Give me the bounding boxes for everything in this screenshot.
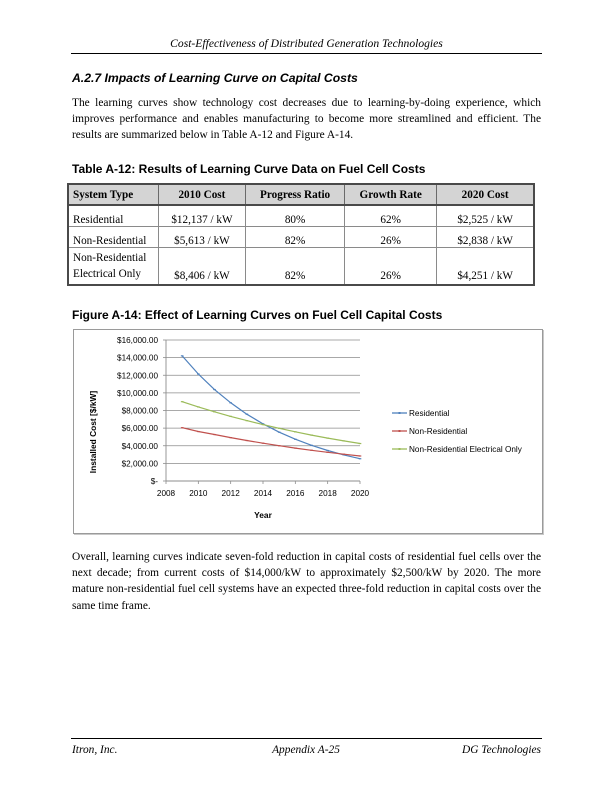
cell-2010-cost: $8,406 / kW <box>158 248 245 286</box>
chart-axes <box>166 340 360 484</box>
footer-rule <box>71 738 542 739</box>
x-tick-label: 2014 <box>253 489 273 498</box>
section-heading: A.2.7 Impacts of Learning Curve on Capital Costs <box>72 71 358 85</box>
series-non-residential-electrical-only <box>181 402 361 444</box>
y-tick-label: $16,000.00 <box>117 336 158 345</box>
x-tick-label: 2012 <box>221 489 240 498</box>
y-tick-label: $12,000.00 <box>117 371 158 381</box>
cell-progress-ratio: 82% <box>246 227 345 248</box>
x-axis-title: Year <box>254 510 272 520</box>
header-2020-cost: 2020 Cost <box>437 184 534 205</box>
table-row <box>68 205 534 227</box>
header-growth-rate: Growth Rate <box>345 184 437 205</box>
legend-label: Non-Residential Electrical Only <box>409 445 522 454</box>
cell-system-type: Residential <box>68 205 158 227</box>
footer-page-number: Appendix A-25 <box>272 744 340 756</box>
chart-series <box>181 356 361 459</box>
cell-2010-cost: $12,137 / kW <box>158 205 245 227</box>
y-axis-tick-labels <box>117 336 158 486</box>
table-caption: Table A-12: Results of Learning Curve Data on Fuel Cell Costs <box>72 162 426 176</box>
series-line <box>182 402 360 444</box>
y-axis-title: Installed Cost [$/kW] <box>88 390 98 474</box>
legend-label: Non-Residential <box>409 427 468 436</box>
footer-left: Itron, Inc. <box>72 744 118 756</box>
x-tick-label: 2016 <box>286 489 305 498</box>
line-chart <box>73 329 543 534</box>
legend-item <box>392 409 450 418</box>
x-tick-label: 2018 <box>318 489 337 498</box>
header-2010-cost: 2010 Cost <box>158 184 245 205</box>
legend-label: Residential <box>409 409 450 418</box>
y-tick-label: $- <box>150 477 158 486</box>
table-row <box>68 248 534 286</box>
cell-growth-rate: 62% <box>345 205 437 227</box>
y-tick-label: $14,000.00 <box>117 353 158 363</box>
cell-system-type <box>68 248 158 286</box>
cell-system-type: Non-Residential <box>68 227 158 248</box>
running-header: Cost-Effectiveness of Distributed Generation Technologies <box>170 37 443 50</box>
legend-item <box>392 427 467 436</box>
cell-progress-ratio: 80% <box>246 205 345 227</box>
cell-2010-cost: $5,613 / kW <box>158 227 245 248</box>
system-type-line-1: Non-Residential <box>73 252 147 264</box>
y-tick-label: $2,000.00 <box>121 459 158 469</box>
x-tick-label: 2020 <box>350 489 370 498</box>
chart-canvas <box>74 330 542 533</box>
system-type-line-2: Electrical Only <box>73 268 142 280</box>
results-table <box>67 183 535 286</box>
y-tick-label: $6,000.00 <box>121 424 158 434</box>
chart-gridlines <box>163 340 360 481</box>
series-residential <box>181 356 361 459</box>
legend-item <box>392 445 523 454</box>
cell-progress-ratio: 82% <box>246 248 345 286</box>
closing-paragraph: Overall, learning curves indicate seven-fold reduction in capital costs of residential fuel cells over the next decade; from current costs of $14,000/kW to approximately $2,500/kW by 2020. The more mature non-residential fuel cell systems have an expected three-fold reduction in capital costs over the same time frame. <box>72 551 541 612</box>
header-system-type: System Type <box>68 184 158 205</box>
table-header-row <box>68 184 534 205</box>
cell-growth-rate: 26% <box>345 227 437 248</box>
x-axis-tick-labels <box>157 489 370 498</box>
header-rule <box>71 53 542 54</box>
header-progress-ratio: Progress Ratio <box>246 184 345 205</box>
cell-2020-cost: $4,251 / kW <box>437 248 534 286</box>
cell-2020-cost: $2,838 / kW <box>437 227 534 248</box>
x-tick-label: 2008 <box>156 489 176 498</box>
y-tick-label: $8,000.00 <box>121 406 158 416</box>
figure-caption: Figure A-14: Effect of Learning Curves on Fuel Cell Capital Costs <box>72 308 443 322</box>
table-row <box>68 227 534 248</box>
y-tick-label: $10,000.00 <box>117 388 158 398</box>
cell-2020-cost: $2,525 / kW <box>437 205 534 227</box>
chart-legend <box>392 409 523 454</box>
y-tick-label: $4,000.00 <box>121 441 158 451</box>
intro-paragraph: The learning curves show technology cost decreases due to learning-by-doing experience, which improves performance and enables manufacturing to become more streamlined and efficient. The results are summarized below in Table A-12 and Figure A-14. <box>72 97 541 142</box>
footer-right: DG Technologies <box>462 744 541 756</box>
cell-growth-rate: 26% <box>345 248 437 286</box>
series-line <box>182 356 360 459</box>
x-tick-label: 2010 <box>189 489 208 498</box>
